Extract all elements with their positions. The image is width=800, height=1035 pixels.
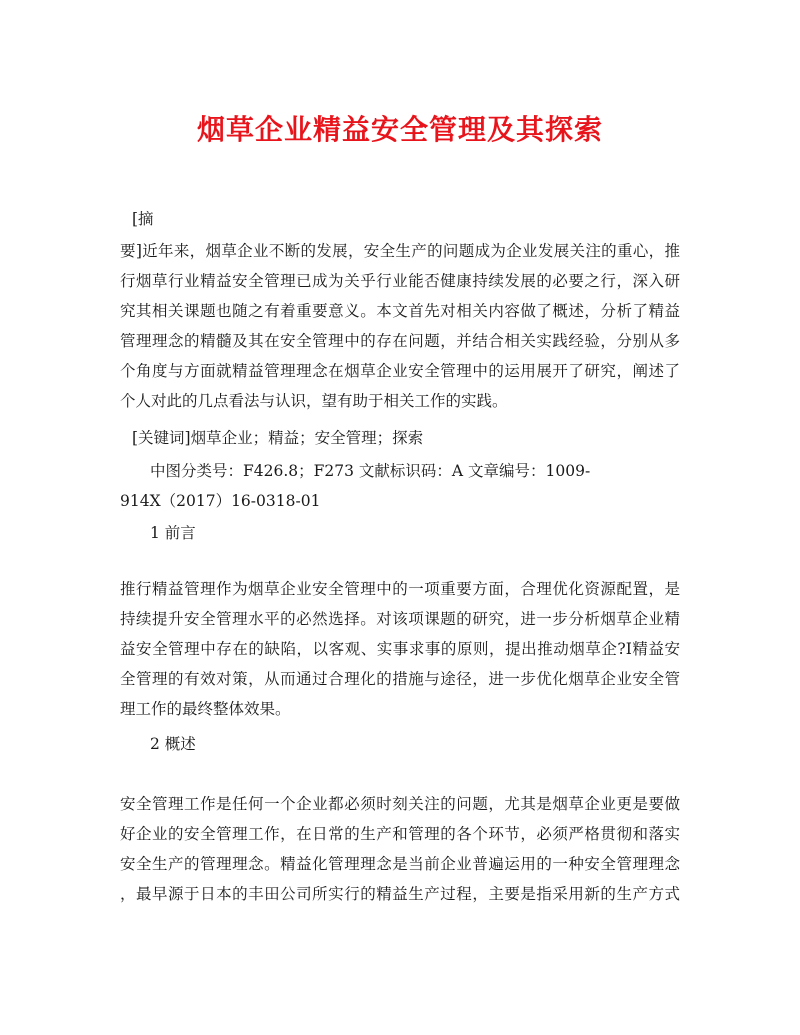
abstract-line-last: 个人对此的几点看法与认识，望有助于相关工作的实践。 (120, 392, 508, 410)
section-heading-overview: 2 概述 (150, 735, 196, 753)
paragraph-line: 推行精益管理作为烟草企业安全管理中的一项重要方面，合理优化资源配置，是 (120, 580, 680, 598)
abstract-line: 究其相关课题也随之有着重要意义。本文首先对相关内容做了概述，分析了精益 (120, 302, 680, 320)
document-title: 烟草企业精益安全管理及其探索 (196, 113, 603, 146)
paragraph-line: ，最早源于日本的丰田公司所实行的精益生产过程，主要是指采用新的生产方式 (120, 885, 680, 903)
abstract-line: 管理理念的精髓及其在安全管理中的存在问题，并结合相关实践经验，分别从多 (120, 332, 680, 350)
classification-line-2: 914X（2017）16-0318-01 (120, 492, 321, 510)
classification-line-1: 中图分类号：F426.8；F273 文献标识码：A 文章编号：1009- (150, 462, 591, 480)
paragraph-line-last: 理工作的最终整体效果。 (120, 700, 291, 718)
paragraph-line: 好企业的安全管理工作，在日常的生产和管理的各个环节，必须严格贯彻和落实 (120, 825, 680, 843)
paragraph-line: 持续提升安全管理水平的必然选择。对该项课题的研究，进一步分析烟草企业精 (120, 610, 680, 628)
abstract-line: 要]近年来，烟草企业不断的发展，安全生产的问题成为企业发展关注的重心，推 (120, 242, 680, 260)
paragraph-line: 安全管理工作是任何一个企业都必须时刻关注的问题，尤其是烟草企业更是要做 (120, 795, 680, 813)
abstract-label: [摘 (132, 210, 154, 228)
paragraph-line: 安全生产的管理理念。精益化管理理念是当前企业普遍运用的一种安全管理理念 (120, 855, 680, 873)
section-heading-intro: 1 前言 (150, 524, 196, 542)
abstract-line: 行烟草行业精益安全管理已成为关乎行业能否健康持续发展的必要之行，深入研 (120, 272, 680, 290)
paragraph-line: 益安全管理中存在的缺陷，以客观、实事求事的原则，提出推动烟草企?I精益安 (120, 640, 680, 658)
abstract-line: 个角度与方面就精益管理理念在烟草企业安全管理中的运用展开了研究，阐述了 (120, 362, 680, 380)
paragraph-line: 全管理的有效对策，从而通过合理化的措施与途径，进一步优化烟草企业安全管 (120, 670, 680, 688)
keywords: [关键词]烟草企业；精益；安全管理；探索 (132, 429, 424, 447)
